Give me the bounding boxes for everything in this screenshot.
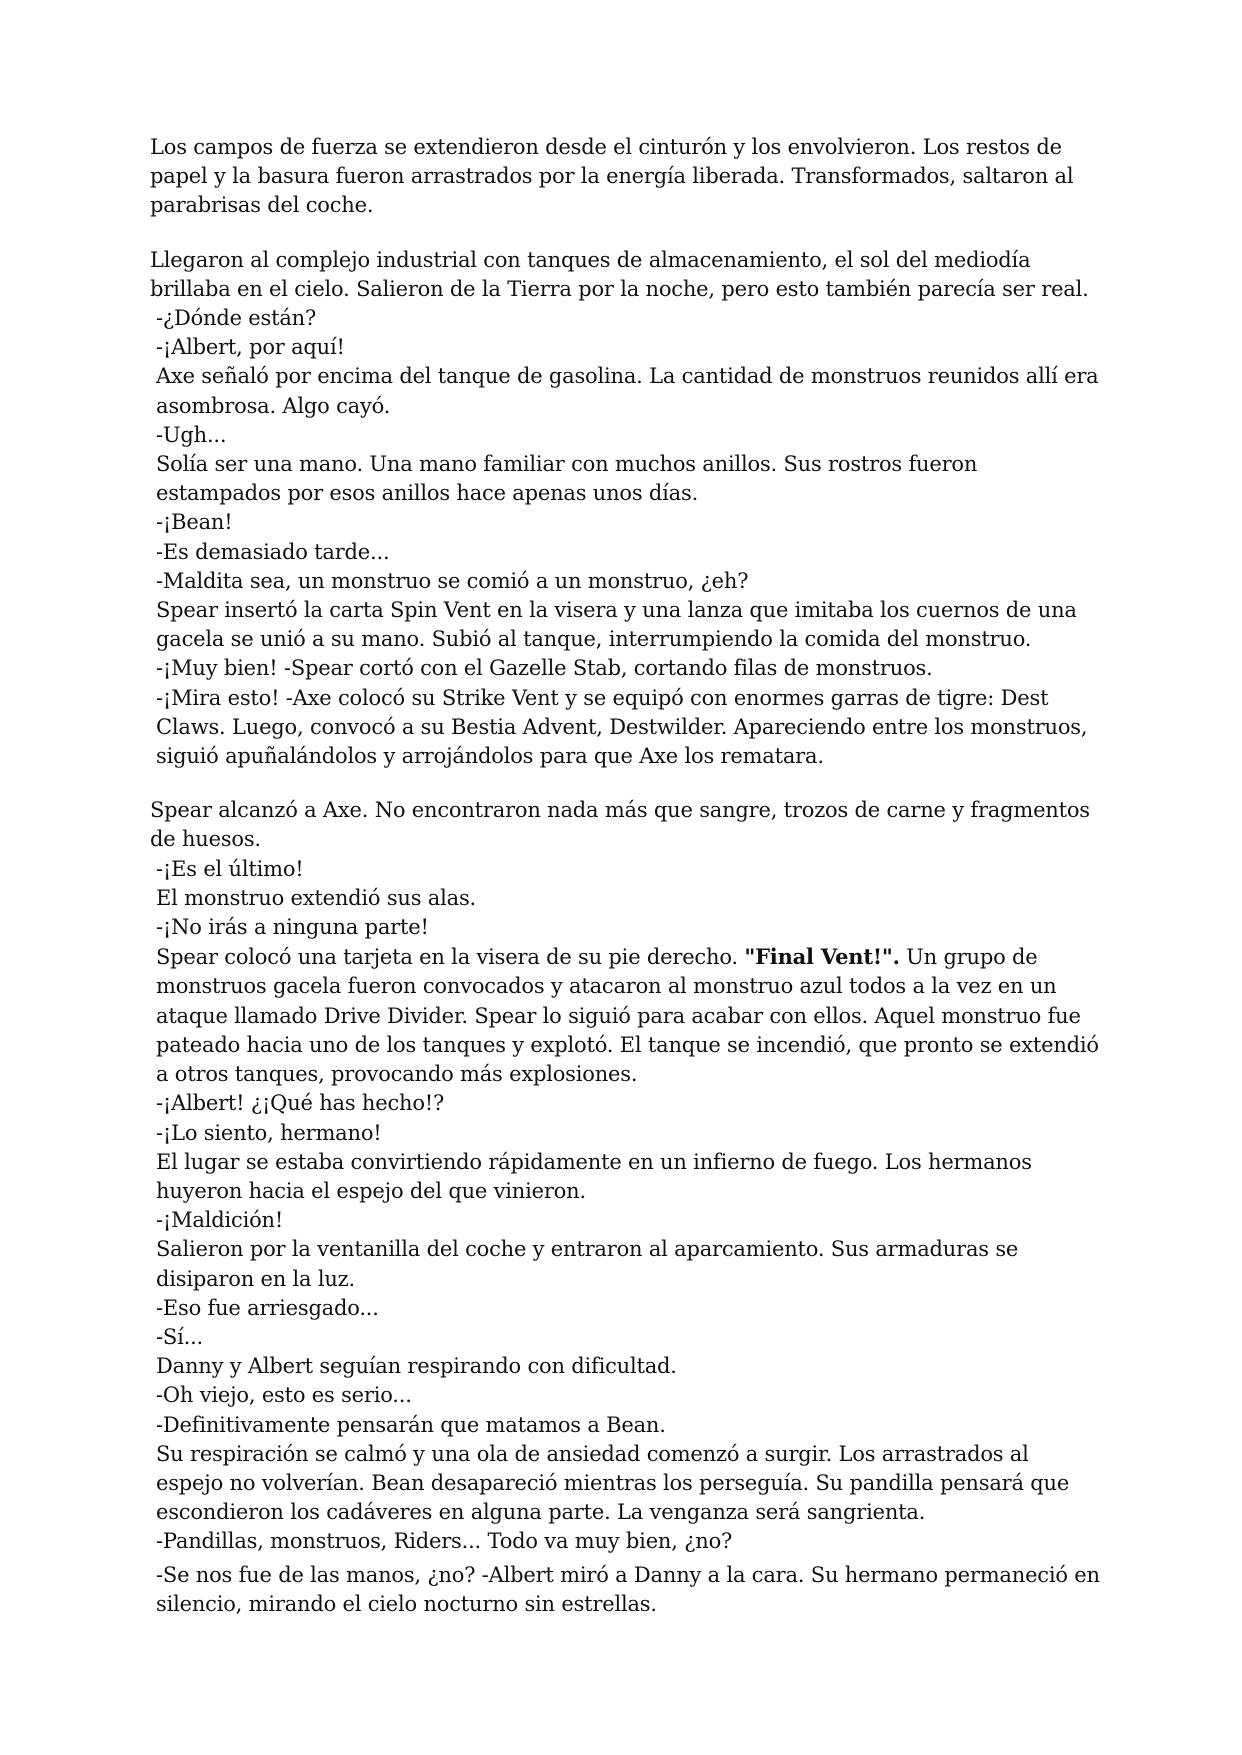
dialogue-line: Danny y Albert seguían respirando con dificultad. <box>156 1354 677 1379</box>
paragraph-gap <box>150 771 1100 796</box>
dialogue-line: -Ugh... <box>156 422 227 447</box>
paragraph: Llegaron al complejo industrial con tanques de almacenamiento, el sol del mediodía brillaba en el cielo. Salieron de la Tierra por la noche, pero esto también parecía ser real. <box>150 247 1089 301</box>
dialogue-line: -Es demasiado tarde... <box>156 539 390 564</box>
dialogue-line: -Maldita sea, un monstruo se comió a un monstruo, ¿eh? <box>156 568 749 593</box>
text-run: Un grupo de monstruos gacela fueron convocados y atacaron al monstruo azul todos a la vez en un ataque llamado Drive Divider. Spear lo siguió para acabar con ellos. Aquel monstruo fue pateado hacia uno de los tanques y explotó. El tanque se incendió, que pronto se extendió a otros tanques, provocando más explosiones. <box>156 945 1099 1087</box>
dialogue-line: Axe señaló por encima del tanque de gasolina. La cantidad de monstruos reunidos allí era asombrosa. Algo cayó. <box>156 364 1099 418</box>
dialogue-line: -¡No irás a ninguna parte! <box>156 915 429 940</box>
dialogue-line: -¡Albert, por aquí! <box>156 335 345 360</box>
dialogue-line: -¡Lo siento, hermano! <box>156 1120 382 1145</box>
dialogue-line: El monstruo extendió sus alas. <box>156 885 477 910</box>
dialogue-line: -¿Dónde están? <box>156 306 317 331</box>
dialogue-line: -Definitivamente pensarán que matamos a Bean. <box>156 1412 666 1437</box>
bold-text-run: "Final Vent!". <box>744 944 900 970</box>
dialogue-line: El lugar se estaba convirtiendo rápidamente en un infierno de fuego. Los hermanos huyeron hacia el espejo del que vinieron. <box>156 1149 1032 1203</box>
dialogue-line: Solía ser una mano. Una mano familiar con muchos anillos. Sus rostros fueron estampados por esos anillos hace apenas unos días. <box>156 452 978 506</box>
dialogue-line: -Sí... <box>156 1324 204 1349</box>
dialogue-line: -Oh viejo, esto es serio... <box>156 1383 412 1408</box>
paragraph: Spear alcanzó a Axe. No encontraron nada más que sangre, trozos de carne y fragmentos de huesos. <box>150 798 1090 852</box>
dialogue-line: -Eso fue arriesgado... <box>156 1295 379 1320</box>
dialogue-line: -¡Maldición! <box>156 1208 284 1233</box>
dialogue-line: -¡Mira esto! -Axe colocó su Strike Vent y se equipó con enormes garras de tigre: Dest Claws. Luego, convocó a su Bestia Advent, Destwilder. Apareciendo entre los monstruos, siguió apuñalándolos y arrojándolos para que Axe los rematara. <box>156 685 1088 769</box>
dialogue-line: -Pandillas, monstruos, Riders... Todo va muy bien, ¿no? <box>156 1529 733 1554</box>
dialogue-line <box>150 942 1100 1089</box>
paragraph-gap <box>150 221 1100 246</box>
text-run: Spear colocó una tarjeta en la visera de su pie derecho. <box>156 945 745 970</box>
dialogue-line: Spear insertó la carta Spin Vent en la visera y una lanza que imitaba los cuernos de una gacela se unió a su mano. Subió al tanque, interrumpiendo la comida del monstruo. <box>156 598 1077 652</box>
dialogue-line: -Se nos fue de las manos, ¿no? -Albert miró a Danny a la cara. Su hermano permaneció en silencio, mirando el cielo nocturno sin estrellas. <box>156 1562 1100 1616</box>
dialogue-line: -¡Bean! <box>156 510 233 535</box>
dialogue-line: Salieron por la ventanilla del coche y entraron al aparcamiento. Sus armaduras se disiparon en la luz. <box>156 1237 1019 1291</box>
dialogue-line: Su respiración se calmó y una ola de ansiedad comenzó a surgir. Los arrastrados al espejo no volverían. Bean desapareció mientras los perseguía. Su pandilla pensará que escondieron los cadáveres en alguna parte. La venganza será sangrienta. <box>156 1441 1070 1525</box>
dialogue-line: -¡Albert! ¿¡Qué has hecho!? <box>156 1091 445 1116</box>
dialogue-line: -¡Es el último! <box>156 856 304 881</box>
dialogue-line: -¡Muy bien! -Spear cortó con el Gazelle Stab, cortando filas de monstruos. <box>156 656 933 681</box>
document-page <box>150 133 1100 1619</box>
paragraph: Los campos de fuerza se extendieron desde el cinturón y los envolvieron. Los restos de papel y la basura fueron arrastrados por la energía liberada. Transformados, saltaron al parabrisas del coche. <box>150 135 1074 218</box>
